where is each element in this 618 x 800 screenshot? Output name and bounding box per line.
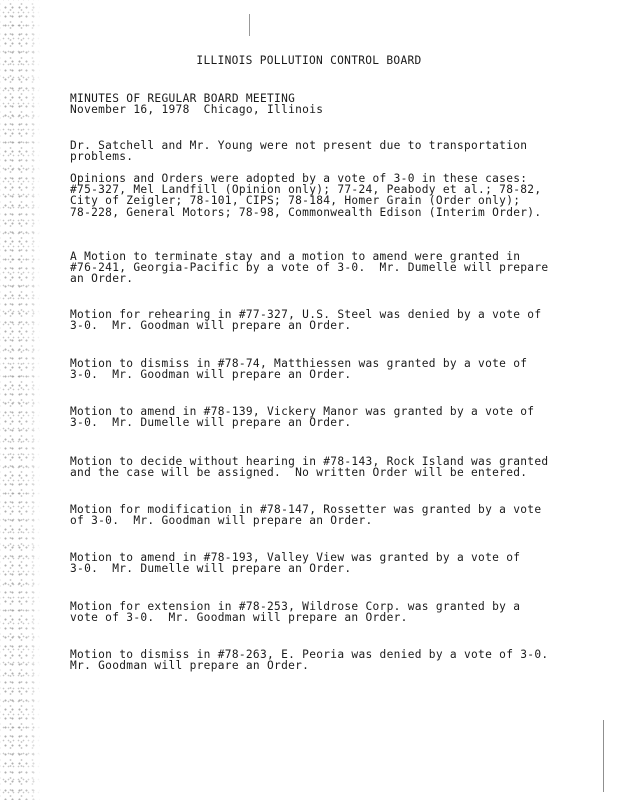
paragraph-line: of 3-0. Mr. Goodman will prepare an Order. [70,514,373,528]
paragraph-line: #76-241, Georgia-Pacific by a vote of 3-0. Mr. Dumelle will prepare [70,261,549,275]
paragraph-line: Mr. Goodman will prepare an Order. [70,659,310,673]
paragraph-line: and the case will be assigned. No written Order will be entered. [70,466,528,480]
paragraph-opinions-orders [70,173,570,218]
paragraph-motion-wildrose [70,601,570,623]
meeting-date-location: November 16, 1978 Chicago, Illinois [70,103,324,116]
paragraph-motion-e-peoria [70,649,570,671]
paragraph-line: #75-327, Mel Landfill (Opinion only); 77-24, Peabody et al.; 78-82, [70,183,542,197]
scan-mark-right [603,720,604,792]
paragraph-line: City of Zeigler; 78-101, CIPS; 78-184, Homer Grain (Order only); [70,194,521,208]
paragraph-line: Motion to amend in #78-193, Valley View was granted by a vote of [70,551,521,564]
paragraph-motion-rock-island [70,456,570,478]
paragraph-line: 3-0. Mr. Dumelle will prepare an Order. [70,562,352,576]
paragraph-line: Opinions and Orders were adopted by a vote of 3-0 in these cases: [70,172,528,185]
paragraph-motion-vickery-manor [70,406,570,428]
scan-mark-top [249,14,256,36]
paragraph-line: 78-228, General Motors; 78-98, Commonwealth Edison (Interim Order). [70,205,542,219]
document-title: ILLINOIS POLLUTION CONTROL BOARD [196,54,422,67]
paragraph-line: vote of 3-0. Mr. Goodman will prepare an Order. [70,611,408,625]
paragraph-motion-us-steel [70,309,570,331]
paragraph-motion-rossetter [70,504,570,526]
paragraph-line: Motion to dismiss in #78-74, Matthiessen was granted by a vote of [70,357,528,370]
paragraph-attendance [70,140,570,162]
scan-edge-fade [24,0,42,800]
paragraph-line: problems. [70,150,134,164]
paragraph-motion-valley-view [70,552,570,574]
paragraph-line: Motion for extension in #78-253, Wildrose Corp. was granted by a [70,600,521,613]
paragraph-motion-georgia-pacific [70,251,570,285]
paragraph-line: 3-0. Mr. Dumelle will prepare an Order. [70,416,352,430]
minutes-heading: MINUTES OF REGULAR BOARD MEETING [70,92,296,105]
paragraph-line: Motion to amend in #78-139, Vickery Manor was granted by a vote of [70,405,535,418]
paragraph-line: an Order. [70,272,134,286]
paragraph-line: Motion for rehearing in #77-327, U.S. Steel was denied by a vote of [70,308,542,321]
paragraph-line: A Motion to terminate stay and a motion to amend were granted in [70,250,521,263]
paragraph-motion-matthiessen [70,358,570,380]
paragraph-line: Motion to dismiss in #78-263, E. Peoria was denied by a vote of 3-0. [70,648,549,661]
paragraph-line: 3-0. Mr. Goodman will prepare an Order. [70,368,352,382]
paragraph-line: Motion for modification in #78-147, Rossetter was granted by a vote [70,503,542,516]
paragraph-line: 3-0. Mr. Goodman will prepare an Order. [70,319,352,333]
paragraph-line: Motion to decide without hearing in #78-143, Rock Island was granted [70,455,549,468]
paragraph-line: Dr. Satchell and Mr. Young were not present due to transportation [70,139,528,152]
